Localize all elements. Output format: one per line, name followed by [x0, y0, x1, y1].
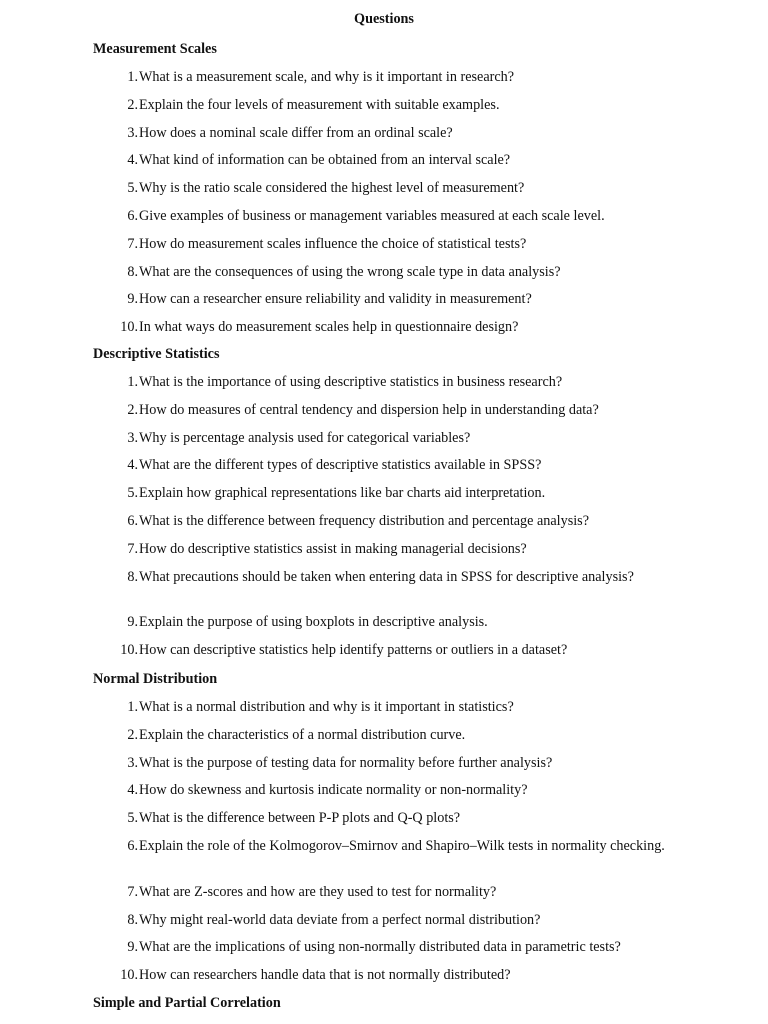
- question-number: 3.: [127, 124, 138, 141]
- question-item: [114, 124, 674, 142]
- question-number: 2.: [127, 726, 138, 743]
- question-item: [114, 207, 674, 225]
- question-text: What is the importance of using descriptive statistics in business research?: [139, 374, 563, 390]
- question-number: 2.: [127, 401, 138, 418]
- question-number: 4.: [127, 457, 138, 474]
- question-item: [114, 966, 674, 984]
- question-number: 3.: [127, 754, 138, 771]
- question-number: 6.: [127, 838, 138, 854]
- question-number: 10.: [120, 642, 138, 659]
- question-item: [114, 938, 674, 956]
- question-text: What kind of information can be obtained from an interval scale?: [139, 152, 511, 169]
- question-text: What is the difference between frequency distribution and percentage analysis?: [139, 513, 590, 529]
- question-item: [114, 726, 674, 744]
- question-item: [114, 911, 674, 929]
- section-heading: Normal Distribution: [93, 671, 218, 687]
- question-text: How do measures of central tendency and dispersion help in understanding data?: [139, 401, 599, 418]
- question-number: 10.: [120, 319, 138, 336]
- question-text: What precautions should be taken when entering data in SPSS for descriptive analysis?: [139, 568, 634, 585]
- question-item: [114, 318, 674, 336]
- question-number: 8.: [127, 263, 138, 280]
- question-text: What is the difference between P-P plots and Q-Q plots?: [139, 810, 461, 827]
- section-heading: Simple and Partial Correlation: [93, 995, 281, 1011]
- question-text: What is a measurement scale, and why is it important in research?: [139, 69, 515, 85]
- question-text: In what ways do measurement scales help in questionnaire design?: [139, 319, 519, 336]
- question-number: 10.: [120, 967, 138, 984]
- question-text: What is a normal distribution and why is it important in statistics?: [139, 699, 514, 715]
- question-text: What are the consequences of using the wrong scale type in data analysis?: [139, 263, 561, 280]
- question-item: [114, 401, 674, 419]
- question-number: 7.: [127, 540, 138, 557]
- question-number: 3.: [127, 429, 138, 446]
- question-item: [114, 698, 674, 716]
- question-number: 6.: [127, 208, 138, 224]
- question-number: 1.: [127, 699, 138, 715]
- question-text: How does a nominal scale differ from an ordinal scale?: [139, 124, 453, 141]
- question-item: [114, 484, 674, 502]
- section-heading: Descriptive Statistics: [93, 346, 220, 362]
- question-item: [114, 809, 674, 827]
- question-text: What are the different types of descriptive statistics available in SPSS?: [139, 457, 542, 474]
- question-number: 1.: [127, 374, 138, 390]
- question-item: [114, 613, 674, 631]
- question-text: Explain how graphical representations like bar charts aid interpretation.: [139, 485, 546, 502]
- question-text: Explain the four levels of measurement with suitable examples.: [139, 96, 500, 113]
- question-text: Why is percentage analysis used for categorical variables?: [139, 429, 471, 446]
- question-text: Explain the purpose of using boxplots in descriptive analysis.: [139, 614, 488, 631]
- question-item: [114, 263, 674, 281]
- question-text: Explain the role of the Kolmogorov–Smirnov and Shapiro–Wilk tests in normality checking.: [139, 838, 665, 854]
- question-item: [114, 68, 674, 86]
- question-number: 6.: [127, 513, 138, 529]
- question-number: 8.: [127, 568, 138, 585]
- question-number: 8.: [127, 911, 138, 928]
- question-text: What is the purpose of testing data for normality before further analysis?: [139, 754, 553, 771]
- question-item: [114, 568, 674, 586]
- question-number: 2.: [127, 96, 138, 113]
- question-text: How can descriptive statistics help identify patterns or outliers in a dataset?: [139, 642, 568, 659]
- question-item: [114, 456, 674, 474]
- question-number: 1.: [127, 69, 138, 85]
- question-text: What are the implications of using non-normally distributed data in parametric tests?: [139, 939, 621, 956]
- question-number: 7.: [127, 235, 138, 252]
- question-text: Give examples of business or management variables measured at each scale level.: [139, 208, 605, 224]
- question-item: [114, 235, 674, 253]
- question-item: [114, 373, 674, 391]
- page-title: Questions: [354, 11, 414, 27]
- question-number: 5.: [127, 485, 138, 502]
- question-item: [114, 290, 674, 308]
- question-number: 7.: [127, 883, 138, 900]
- question-text: How can researchers handle data that is not normally distributed?: [139, 967, 511, 984]
- question-text: How do descriptive statistics assist in making managerial decisions?: [139, 540, 527, 557]
- question-text: What are Z-scores and how are they used to test for normality?: [139, 883, 497, 900]
- question-text: How do measurement scales influence the choice of statistical tests?: [139, 235, 527, 252]
- question-item: [114, 429, 674, 447]
- question-number: 9.: [127, 291, 138, 308]
- question-number: 9.: [127, 614, 138, 631]
- question-item: [114, 96, 674, 114]
- question-number: 9.: [127, 939, 138, 956]
- question-number: 4.: [127, 152, 138, 169]
- question-number: 4.: [127, 782, 138, 799]
- question-item: [114, 781, 674, 799]
- question-number: 5.: [127, 180, 138, 197]
- question-item: [114, 179, 674, 197]
- question-number: 5.: [127, 810, 138, 827]
- question-item: [114, 754, 674, 772]
- question-item: [114, 641, 674, 659]
- question-item: [114, 540, 674, 558]
- question-text: How can a researcher ensure reliability and validity in measurement?: [139, 291, 532, 308]
- question-item: [114, 151, 674, 169]
- question-text: Explain the characteristics of a normal distribution curve.: [139, 726, 466, 743]
- question-item: [114, 837, 674, 855]
- question-item: [114, 883, 674, 901]
- question-text: Why is the ratio scale considered the highest level of measurement?: [139, 180, 525, 197]
- section-heading: Measurement Scales: [93, 41, 217, 57]
- question-text: Why might real-world data deviate from a perfect normal distribution?: [139, 911, 541, 928]
- question-item: [114, 512, 674, 530]
- question-text: How do skewness and kurtosis indicate normality or non-normality?: [139, 782, 528, 799]
